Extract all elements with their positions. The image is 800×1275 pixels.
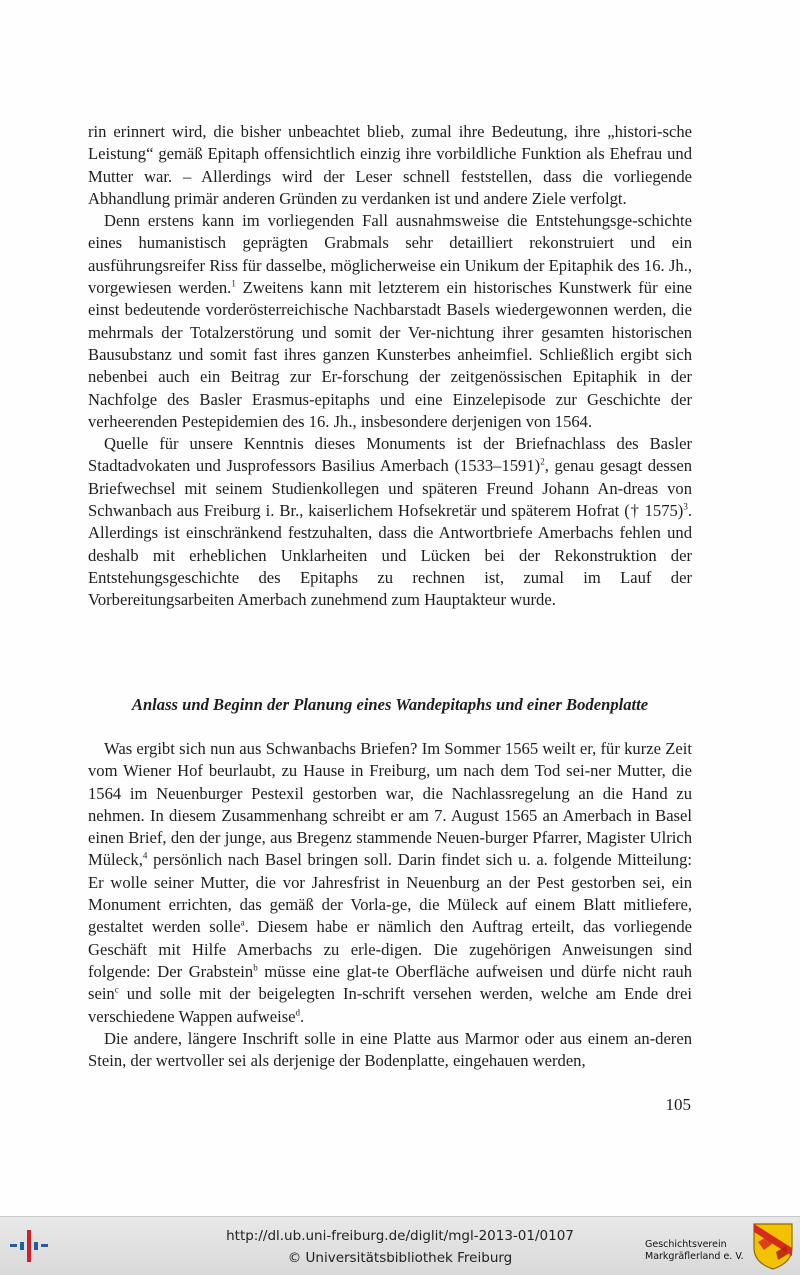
body-text-top	[88, 121, 692, 612]
viewer-footer	[0, 1216, 800, 1275]
paragraph: Was ergibt sich nun aus Schwanbachs Briefen? Im Sommer 1565 weilt er, für kurze Zeit vom Wiener Hof beurlaubt, zu Hause in Freiburg, um nach dem Tod sei-ner Mutter, die 1564 im Neuenburger Pestexil gestorben war, die Nachlassregelung an die Hand zu nehmen. In diesem Zusammenhang schreibt er am 7. August 1565 an Amerbach in Basel einen Brief, den der junge, aus Bregenz stammende Neuen-burger Pfarrer, Magister Ulrich Müleck,$^4$ persönlich nach Basel bringen soll. Darin findet sich u. a. folgende Mitteilung: Er wolle seiner Mutter, die vor Jahresfrist in Neuenburg an der Pest gestorben sei, ein Monument errichten, das gemäß der Vorla-ge, die Müleck auf einem Blatt mitliefere, gestaltet werden solle$^a$. Diesem habe er nämlich den Auftrag erteilt, das vorliegende Geschäft mit Hilfe Amerbachs zu erle-digen. Die zugehörigen Anweisungen sind folgende: Der Grabstein$^b$ müsse eine glat-te Oberfläche aufweisen und dürfe nicht rauh sein$^c$ und solle mit der beigelegten In-schrift versehen werden, welche am Ende drei verschiedene Wappen aufweise$^d$.	[88, 739, 692, 1026]
page-number: 105	[665, 1095, 691, 1114]
paragraph: Denn erstens kann im vorliegenden Fall ausnahmsweise die Entstehungsge-schichte eines humanistisch geprägten Grabmals sehr detailliert rekonstruiert und ein ausführungsreifer Riss für dasselbe, möglicherweise ein Unikum der Epitaphik des 16. Jh., vorgewiesen werden.$^1$ Zweitens kann mit letzterem ein historisches Kunstwerk für eine einst bedeutende vorderösterreichische Nachbarstadt Basels wiedergewonnen werden, die mehrmals der Totalzerstörung und somit der Ver-nichtung ihrer gesamten historischen Bausubstanz und somit fast ihres ganzen Kunsterbes anheimfiel. Schließlich ergibt sich nebenbei auch ein Beitrag zur Er-forschung der zeitgenössischen Epitaphik in der Nachfolge des Basler Erasmus-epitaphs und eine Einzelepisode zur Geschichte der verheerenden Pestepidemien des 16. Jh., insbesondere derjenigen von 1564.	[88, 211, 692, 431]
paragraph: Die andere, längere Inschrift solle in eine Platte aus Marmor oder aus einem an-deren Stein, der wertvoller sei als derjenige der Bodenplatte, eingehauen werden,	[88, 1028, 692, 1071]
paragraph: Quelle für unsere Kenntnis dieses Monuments ist der Briefnachlass des Basler Stadtadvokaten und Jusprofessors Basilius Amerbach (1533–1591)$^2$, genau gesagt dessen Briefwechsel mit seinem Studienkollegen und späteren Freund Johann An-dreas von Schwanbach aus Freiburg i. Br., kaiserlichem Hofsekretär und späterem Hofrat († 1575)$^3$. Allerdings ist einschränkend festzuhalten, dass die Antwortbriefe Amerbachs fehlen und deshalb mit erheblichen Unklarheiten und Lücken bei der Rekonstruktion der Entstehungsgeschichte des Epitaphs zu rechnen ist, zumal im Lauf der Vorbereitungsarbeiten Amerbach zunehmend zum Hauptakteur wurde.	[88, 434, 692, 610]
coat-of-arms-icon	[752, 1222, 794, 1270]
society-name-line-1: Geschichtsverein	[645, 1239, 727, 1250]
society-name-line-2: Markgräflerland e. V.	[645, 1251, 744, 1262]
section-heading: Anlass und Beginn der Planung eines Wandepitaphs und einer Bodenplatte	[131, 695, 649, 714]
copyright-text: © Universitätsbibliothek Freiburg	[287, 1250, 513, 1266]
body-text-bottom	[88, 738, 692, 1072]
digital-library-logo-icon[interactable]	[10, 1228, 50, 1264]
paragraph: rin erinnert wird, die bisher unbeachtet blieb, zumal ihre Bedeutung, ihre „histori-sche Leistung“ gemäß Epitaph offensichtlich einzig ihre vorbildliche Funktion als Ehefrau und Mutter war. – Allerdings wird der Leser schnell feststellen, dass die vorliegende Abhandlung primär anderen Gründen zu verdanken ist und andere Ziele verfolgt.	[88, 122, 692, 208]
society-name	[645, 1239, 755, 1263]
document-url-link[interactable]: http://dl.ub.uni-freiburg.de/diglit/mgl-2013-01/0107	[226, 1228, 574, 1244]
